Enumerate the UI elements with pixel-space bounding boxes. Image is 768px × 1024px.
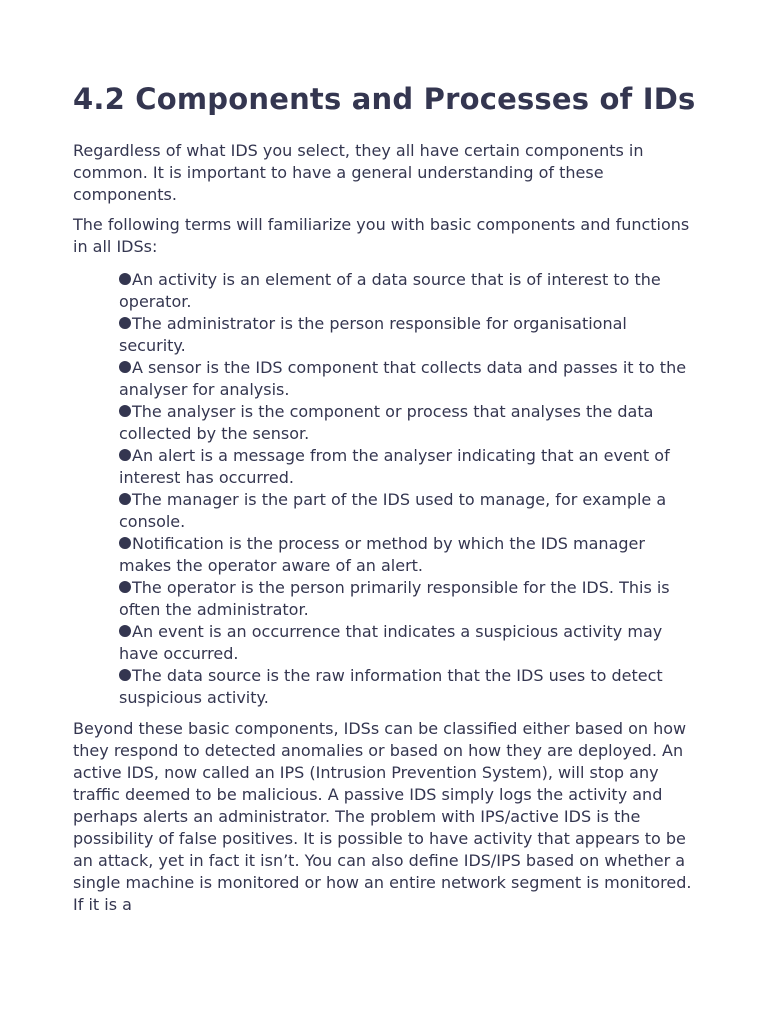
term-text: The data source is the raw information that the IDS uses to detect suspicious activity. xyxy=(119,666,663,707)
bullet-icon xyxy=(119,625,131,637)
bullet-icon xyxy=(119,449,131,461)
intro-paragraph: Regardless of what IDS you select, they all have certain components in common. It is important to have a general understanding of these components. xyxy=(73,141,644,204)
list-item xyxy=(119,489,694,533)
list-item xyxy=(119,357,694,401)
list-item xyxy=(119,313,694,357)
bullet-icon xyxy=(119,493,131,505)
term-text: A sensor is the IDS component that collects data and passes it to the analyser for analysis. xyxy=(119,358,687,399)
list-item xyxy=(119,665,694,709)
bullet-icon xyxy=(119,273,131,285)
list-item xyxy=(119,577,694,621)
bullet-icon xyxy=(119,537,131,549)
bullet-icon xyxy=(119,361,131,373)
terms-list xyxy=(119,269,694,709)
bullet-icon xyxy=(119,405,131,417)
term-text: The operator is the person primarily responsible for the IDS. This is often the administrator. xyxy=(119,578,670,619)
classification-paragraph: Beyond these basic components, IDSs can be classified either based on how they respond to detected anomalies or based on how they are deployed. An active IDS, now called an IPS (Intrusion Prevention System), will stop any traffic deemed to be malicious. A passive IDS simply logs the activity and perhaps alerts an administrator. The problem with IPS/active IDS is the possibility of false positives. It is possible to have activity that appears to be an attack, yet in fact it isn’t. You can also define IDS/IPS based on whether a single machine is monitored or how an entire network segment is monitored. If it is a xyxy=(73,719,692,914)
term-text: An activity is an element of a data source that is of interest to the operator. xyxy=(119,270,661,311)
document-page xyxy=(73,82,698,924)
list-item xyxy=(119,269,694,313)
term-text: The administrator is the person responsible for organisational security. xyxy=(119,314,627,355)
list-item xyxy=(119,445,694,489)
list-item xyxy=(119,401,694,445)
term-text: The manager is the part of the IDS used to manage, for example a console. xyxy=(119,490,667,531)
list-item xyxy=(119,621,694,665)
bullet-icon xyxy=(119,669,131,681)
term-text: Notification is the process or method by which the IDS manager makes the operator aware of an alert. xyxy=(119,534,645,575)
page-title: 4.2 Components and Processes of IDs xyxy=(73,82,696,116)
terms-lead-paragraph: The following terms will familiarize you with basic components and functions in all IDSs: xyxy=(73,215,690,256)
term-text: An event is an occurrence that indicates a suspicious activity may have occurred. xyxy=(119,622,663,663)
bullet-icon xyxy=(119,581,131,593)
term-text: An alert is a message from the analyser indicating that an event of interest has occurred. xyxy=(119,446,670,487)
list-item xyxy=(119,533,694,577)
bullet-icon xyxy=(119,317,131,329)
term-text: The analyser is the component or process that analyses the data collected by the sensor. xyxy=(119,402,654,443)
